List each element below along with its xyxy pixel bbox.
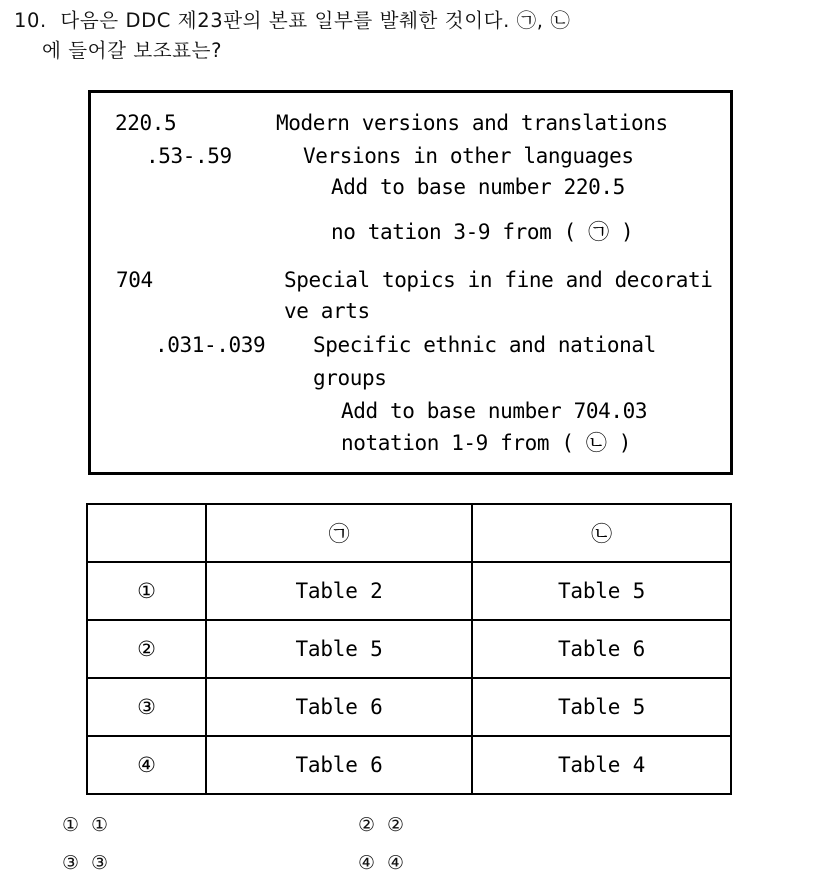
excerpt-text-7: groups <box>313 366 387 390</box>
answer-table-header-row <box>87 504 731 562</box>
answer-table-header-blank-b: ㉡ <box>472 504 731 562</box>
answer-options-table <box>86 503 732 795</box>
excerpt-text-2: Add to base number 220.5 <box>331 175 625 199</box>
choice-label-3: ③ <box>91 851 109 874</box>
choice-marker-4: ④ <box>358 851 376 874</box>
excerpt-number-0: 220.5 <box>115 111 177 135</box>
table-row[interactable] <box>87 620 731 678</box>
answer-row-1-value-a: Table 2 <box>206 562 472 620</box>
answer-row-1-value-b: Table 5 <box>472 562 731 620</box>
choice-marker-1: ① <box>62 813 80 836</box>
excerpt-text-5: ve arts <box>284 299 370 323</box>
choice-row-top <box>62 806 762 844</box>
excerpt-text-4: Special topics in fine and decorati <box>284 268 713 292</box>
choice-label-2: ② <box>387 813 405 836</box>
answer-row-index-4: ④ <box>87 736 206 794</box>
excerpt-text-0: Modern versions and translations <box>276 111 668 135</box>
answer-row-2-value-a: Table 5 <box>206 620 472 678</box>
answer-table-body <box>87 562 731 794</box>
answer-row-2-value-b: Table 6 <box>472 620 731 678</box>
question-stem-line-1: 10. 다음은 DDC 제23판의 본표 일부를 발췌한 것이다. ㉠, ㉡ <box>14 9 571 32</box>
answer-table-header-blank-a: ㉠ <box>206 504 472 562</box>
excerpt-text-6: Specific ethnic and national <box>313 333 656 357</box>
choice-marker-2: ② <box>358 813 376 836</box>
choice-option-2[interactable] <box>358 813 405 836</box>
answer-table-head <box>87 504 731 562</box>
answer-row-index-1: ① <box>87 562 206 620</box>
excerpt-text-8: Add to base number 704.03 <box>341 399 648 423</box>
answer-row-4-value-b: Table 4 <box>472 736 731 794</box>
excerpt-number-4: 704 <box>116 268 153 292</box>
answer-row-index-2: ② <box>87 620 206 678</box>
ddc-excerpt-box <box>88 90 733 475</box>
table-row[interactable] <box>87 562 731 620</box>
excerpt-number-1: .53-.59 <box>146 144 232 168</box>
ddc-excerpt-content <box>91 93 730 472</box>
excerpt-number-6: .031-.039 <box>155 333 266 357</box>
answer-row-3-value-a: Table 6 <box>206 678 472 736</box>
excerpt-text-3: no tation 3-9 from ( ㉠ ) <box>331 220 634 244</box>
choice-option-3[interactable] <box>62 851 358 874</box>
excerpt-text-9: notation 1-9 from ( ㉡ ) <box>341 431 631 455</box>
answer-row-4-value-a: Table 6 <box>206 736 472 794</box>
choice-label-1: ① <box>91 813 109 836</box>
excerpt-text-1: Versions in other languages <box>303 144 634 168</box>
answer-row-3-value-b: Table 5 <box>472 678 731 736</box>
choice-row-bottom <box>62 844 762 882</box>
choice-label-4: ④ <box>387 851 405 874</box>
question-stem <box>14 6 814 66</box>
choice-marker-3: ③ <box>62 851 80 874</box>
table-row[interactable] <box>87 678 731 736</box>
choice-option-1[interactable] <box>62 813 358 836</box>
question-stem-line-2: 에 들어갈 보조표는? <box>42 39 223 62</box>
table-row[interactable] <box>87 736 731 794</box>
choice-option-4[interactable] <box>358 851 405 874</box>
answer-row-index-3: ③ <box>87 678 206 736</box>
choice-list <box>62 806 762 882</box>
answer-table-header-blank <box>87 504 206 562</box>
